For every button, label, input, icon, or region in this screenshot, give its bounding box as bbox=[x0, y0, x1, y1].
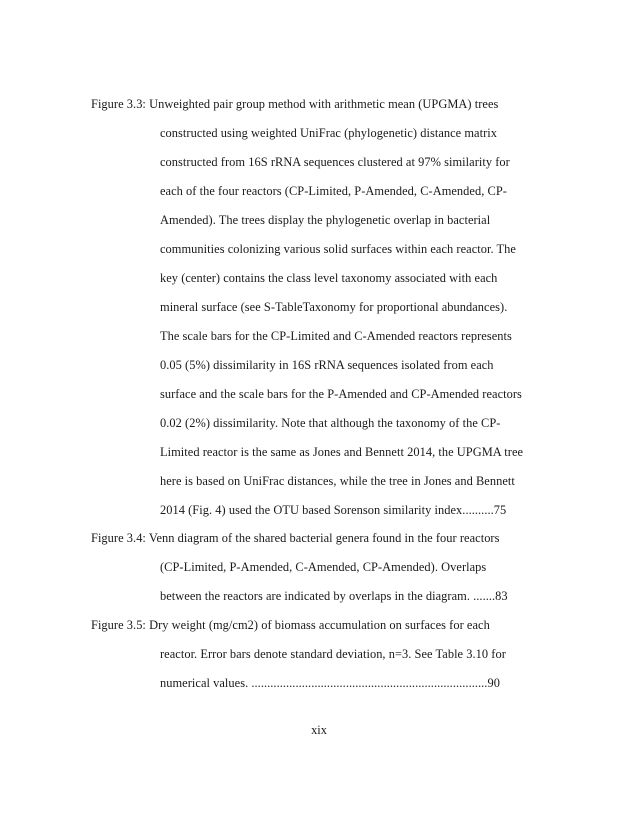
entry-line: 2014 (Fig. 4) used the OTU based Sorenson similarity index..........75 bbox=[160, 503, 507, 517]
entry-line: communities colonizing various solid surfaces within each reactor. The bbox=[160, 242, 516, 256]
entry-line: here is based on UniFrac distances, while the tree in Jones and Bennett bbox=[160, 474, 515, 488]
entry-line: Figure 3.5: Dry weight (mg/cm2) of biomass accumulation on surfaces for each bbox=[91, 618, 490, 632]
page-number: xix bbox=[311, 723, 327, 737]
entry-line: key (center) contains the class level taxonomy associated with each bbox=[160, 271, 498, 285]
entry-line: constructed using weighted UniFrac (phylogenetic) distance matrix bbox=[160, 126, 498, 140]
entry-line: numerical values. ...........................................................................90 bbox=[160, 676, 500, 690]
entry-line: each of the four reactors (CP-Limited, P-Amended, C-Amended, CP- bbox=[160, 184, 507, 198]
entry-line: Amended). The trees display the phylogenetic overlap in bacterial bbox=[160, 213, 491, 227]
entry-line: mineral surface (see S-TableTaxonomy for proportional abundances). bbox=[160, 300, 508, 314]
entry-line: Limited reactor is the same as Jones and Bennett 2014, the UPGMA tree bbox=[160, 445, 524, 459]
entry-line: 0.02 (2%) dissimilarity. Note that although the taxonomy of the CP- bbox=[160, 416, 501, 430]
entry-line: (CP-Limited, P-Amended, C-Amended, CP-Amended). Overlaps bbox=[160, 560, 487, 574]
entry-line: 0.05 (5%) dissimilarity in 16S rRNA sequences isolated from each bbox=[160, 358, 494, 372]
entry-line: reactor. Error bars denote standard deviation, n=3. See Table 3.10 for bbox=[160, 647, 506, 661]
entry-line: Figure 3.3: Unweighted pair group method with arithmetic mean (UPGMA) trees bbox=[91, 97, 499, 111]
entry-line: Figure 3.4: Venn diagram of the shared bacterial genera found in the four reactors bbox=[91, 531, 500, 545]
entry-line: The scale bars for the CP-Limited and C-Amended reactors represents bbox=[160, 329, 512, 343]
entry-line: constructed from 16S rRNA sequences clustered at 97% similarity for bbox=[160, 155, 510, 169]
entry-line: surface and the scale bars for the P-Amended and CP-Amended reactors bbox=[160, 387, 522, 401]
entry-line: between the reactors are indicated by overlaps in the diagram. .......83 bbox=[160, 589, 508, 603]
